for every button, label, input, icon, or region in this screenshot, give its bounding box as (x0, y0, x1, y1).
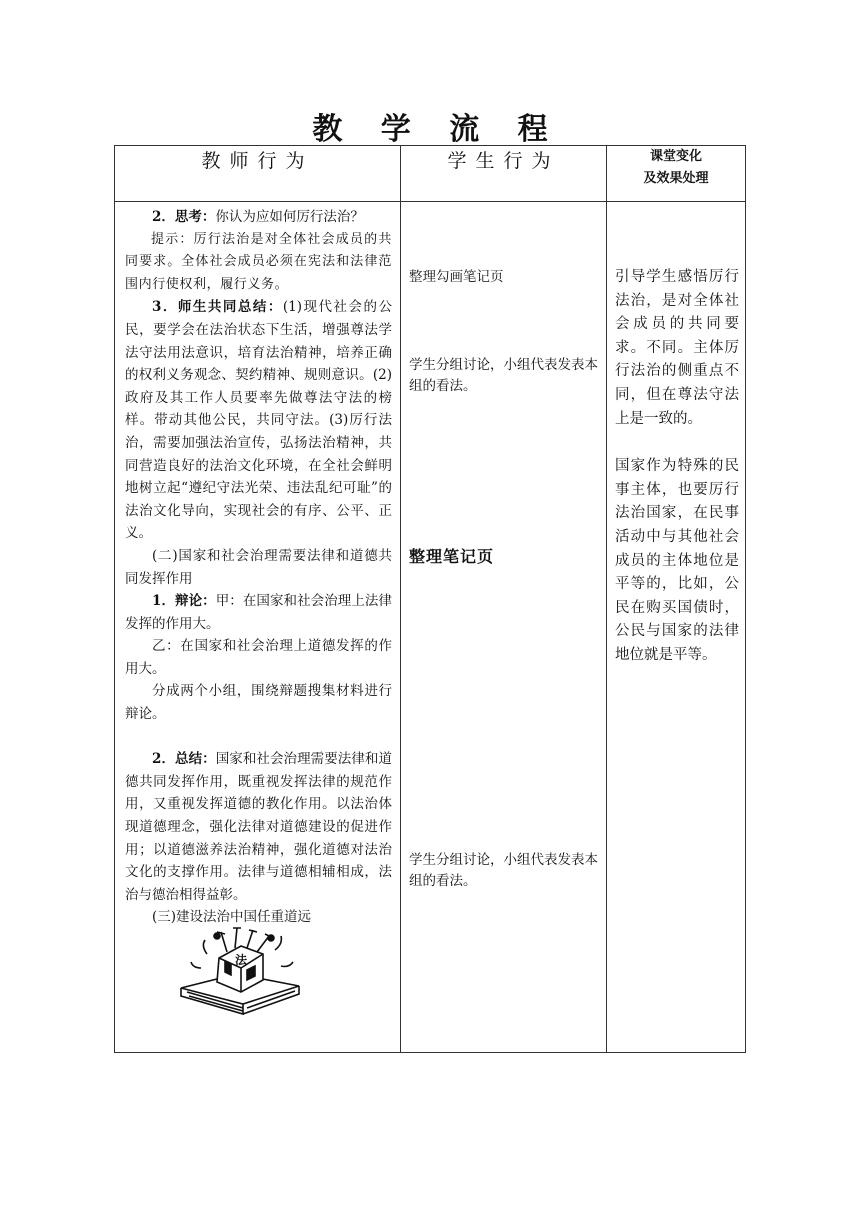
teacher-p3: 3．师生共同总结：(1)现代社会的公民，要学会在法治状态下生活，增强尊法学法守法用法意识，培育法治精神，培养正确的权利义务观念、契约精神、规则意识。(2)政府及其工作人员要率先做尊法守法的榜样。带动其他公民，共同守法。(3)厉行法治，需要加强法治宣传，弘扬法治精神，共同营造良好的法治文化环境，在全社会鲜明地树立起“遵纪守法光荣、违法乱纪可耻”的法治文化导向，实现社会的有序、公平、正义。 (125, 299, 392, 542)
teaching-flow-table (114, 145, 746, 1053)
teacher-cell (115, 202, 401, 1053)
teacher-p1: 2．思考：你认为应如何厉行法治？ (152, 209, 364, 225)
effect-e1: 引导学生感悟厉行法治，是对全体社会成员的共同要求。不同。主体厉行法治的侧重点不同，但在尊法守法上是一致的。 (615, 269, 739, 427)
header-teacher: 教师行为 (115, 146, 401, 202)
teacher-p7: 分成两个小组，围绕辩题搜集材料进行辩论。 (125, 683, 392, 723)
table-body-row (115, 202, 746, 1053)
debate-label: 1．辩论： (152, 593, 216, 610)
teacher-section-2: (二)国家和社会治理需要法律和道德共同发挥作用 (125, 547, 392, 587)
student-cell (401, 202, 607, 1053)
teacher-p6: 乙：在国家和社会治理上道德发挥的作用大。 (125, 638, 392, 677)
table-header-row (115, 146, 746, 202)
law-book-clipart (177, 924, 303, 1016)
student-s2: 学生分组讨论，小组代表发表本组的看法。 (409, 357, 598, 394)
clipart-label: 法 (235, 953, 248, 967)
teacher-blank (125, 726, 392, 749)
student-s1: 整理勾画笔记页 (409, 269, 504, 285)
teacher-p5: 1．辩论：甲：在国家和社会治理上法律发挥的作用大。 (125, 593, 392, 632)
header-effect (607, 146, 746, 202)
teacher-p8: 2．总结：国家和社会治理需要法律和道德共同发挥作用，既重视发挥法律的规范作用，又重视发挥道德的教化作用。以法治体现道德理念，强化法律对道德建设的促进作用；以道德滋养法治精神，强化道德对法治文化的支撑作用。法律与道德相辅相成，法治与德治相得益彰。 (125, 751, 392, 903)
teacher-hint: 提示：厉行法治是对全体社会成员的共同要求。全体社会成员必须在宪法和法律范围内行使权利，履行义务。 (125, 231, 392, 292)
summary-label: 3．师生共同总结： (152, 299, 283, 316)
effect-cell (607, 202, 746, 1053)
header-effect-line2: 及效果处理 (643, 171, 709, 186)
header-student: 学生行为 (401, 146, 607, 202)
student-s4: 学生分组讨论，小组代表发表本组的看法。 (409, 852, 598, 889)
header-effect-line1: 课堂变化 (649, 149, 702, 164)
teacher-section-3: (三)建设法治中国任重道远 (152, 909, 312, 926)
effect-e2: 国家作为特殊的民事主体，也要厉行法治国家，在民事活动中与其他社会成员的主体地位是平等的，比如，公民在购买国债时，公民与国家的法律地位就是平等。 (615, 458, 739, 663)
student-s3: 整理笔记页 (409, 547, 495, 566)
think-label: 2．思考： (152, 209, 216, 225)
page-title: 教 学 流 程 (312, 112, 562, 147)
conclusion-label: 2．总结： (152, 751, 216, 768)
